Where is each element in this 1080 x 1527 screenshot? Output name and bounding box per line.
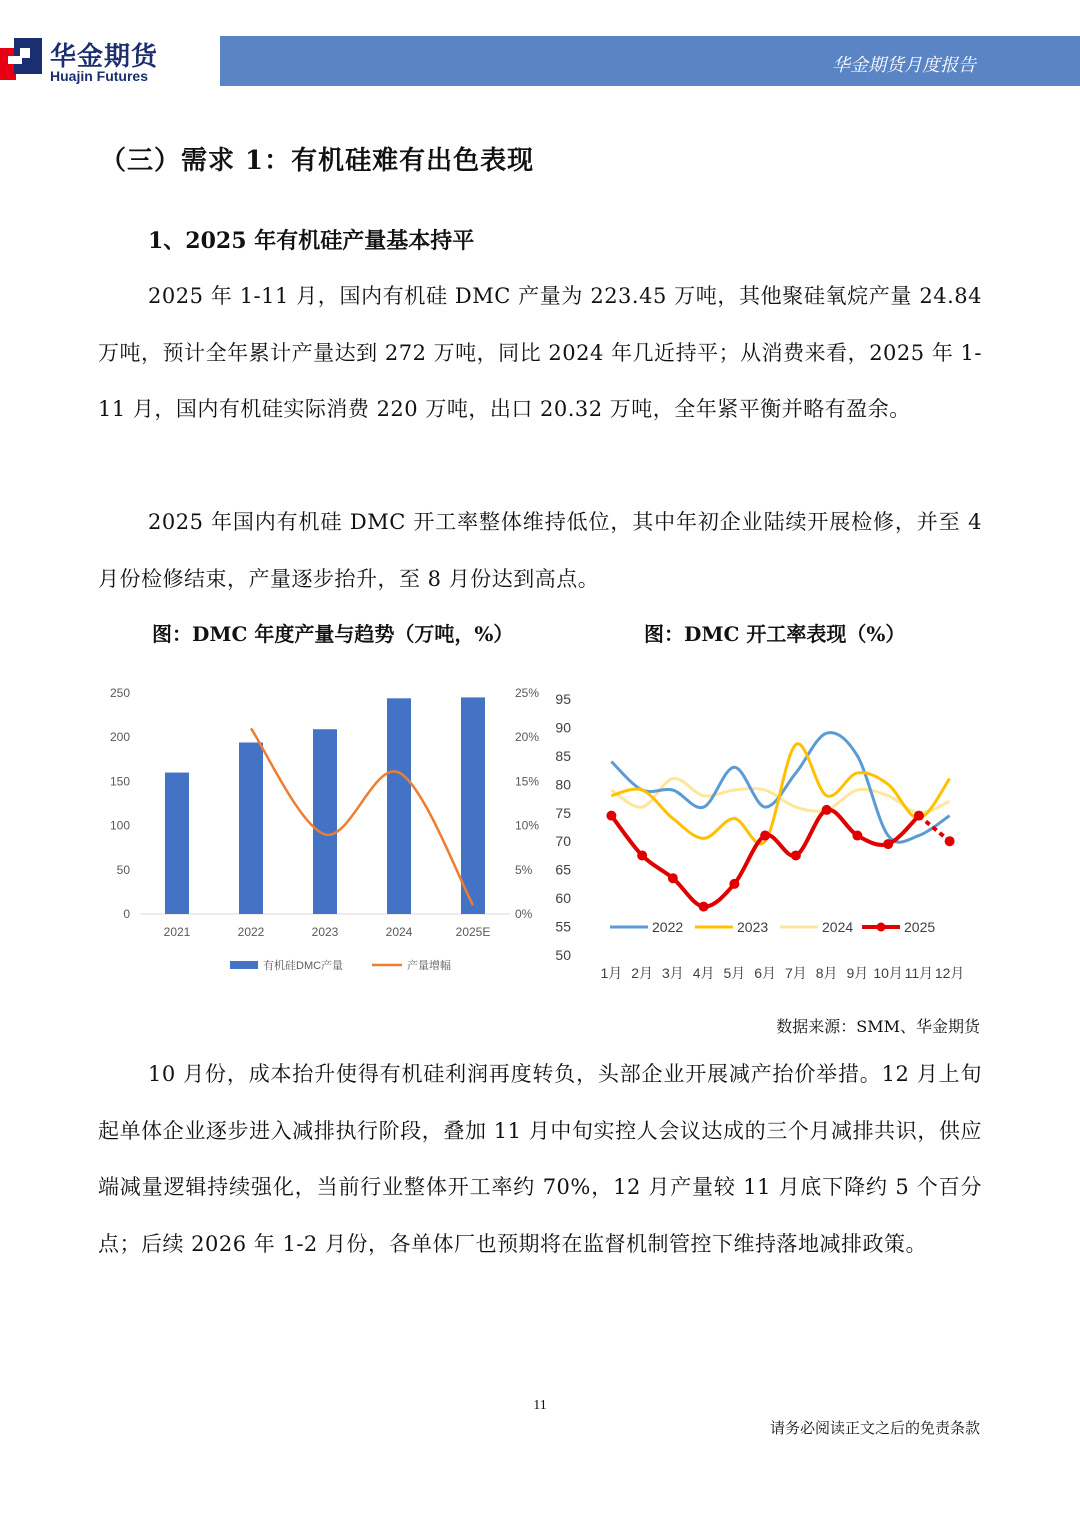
x-tick-label: 2022 [237,925,265,939]
series-point-2025 [945,836,955,846]
series-point-2025 [606,811,616,821]
x-tick-label: 6月 [754,965,777,981]
x-tick-label: 5月 [723,965,746,981]
growth-series-line [251,728,473,905]
x-tick-label: 8月 [815,965,838,981]
legend-marker-2025 [877,923,886,932]
series-point-2025 [914,811,924,821]
disclaimer: 请务必阅读正文之后的免责条款 [769,1419,980,1437]
y-right-tick-label: 5% [515,862,533,877]
series-point-2025 [883,839,893,849]
paragraph-cost-profit-text: 10 月份，成本抬升使得有机硅利润再度转负，头部企业开展减产抬价举措。12 月上旬起单体企业逐步进入减排执行阶段，叠加 11 月中旬实控人会议达成的三个月减排共识，供应端减量逻辑持续强化，当前行业整体开工率约 70%，12 月产量较 11 月底下降约 5 个百分点；后续 2026 年 1-2 月份，各单体厂也预期将在监督机制管控下维持落地减排政策。 [98,1062,982,1256]
series-point-2025 [668,873,678,883]
x-tick-label: 3月 [661,965,684,981]
legend-line-label: 产量增幅 [407,960,451,972]
y-right-tick-label: 20% [515,730,540,745]
y-left-tick-label: 150 [109,774,130,789]
y-tick-label: 50 [555,947,571,963]
legend-label-2023: 2023 [737,919,769,935]
y-tick-label: 75 [555,804,571,821]
series-point-2025 [852,831,862,841]
page-number: 11 [533,1398,547,1413]
y-left-tick-label: 50 [116,862,130,877]
x-tick-label: 2024 [385,925,413,939]
subsection-title: 1、2025 年有机硅产量基本持平 [148,228,475,254]
y-tick-label: 55 [555,918,571,935]
paragraph-operating-rate [98,494,982,607]
series-line-2023 [611,744,949,844]
header-bar [220,36,1080,86]
y-right-tick-label: 10% [515,818,540,833]
figure-title-operating-rate: 图：DMC 开工率表现（%） [644,622,906,646]
logo-english-name: Huajin Futures [50,68,149,84]
legend-label-2025: 2025 [904,919,936,935]
y-tick-label: 80 [555,776,571,793]
legend-label-2022: 2022 [652,919,684,935]
figure-title-production: 图：DMC 年度产量与趋势（万吨，%） [152,622,514,646]
production-bar [239,743,263,914]
legend-bar-label: 有机硅DMC产量 [263,960,344,972]
production-bar [165,773,189,914]
x-tick-label: 12月 [934,965,965,981]
y-left-tick-label: 0 [123,907,130,921]
paragraph-cost-profit [98,1046,982,1272]
y-left-tick-label: 100 [109,818,130,833]
series-line-2025 [611,810,919,907]
y-tick-label: 70 [555,833,571,850]
legend-bar-swatch [230,961,258,969]
y-tick-label: 65 [555,861,571,878]
operating-rate-chart [548,682,968,992]
huajin-logo-icon [0,38,42,80]
report-label: 华金期货月度报告 [832,55,976,76]
series-point-2025 [791,850,801,860]
data-source: 数据来源：SMM、华金期货 [776,1017,980,1036]
section-title: （三）需求 1：有机硅难有出色表现 [100,146,535,176]
y-tick-label: 90 [555,719,571,736]
page-header [0,30,1080,90]
y-right-tick-label: 15% [515,774,540,789]
paragraph-production-text: 2025 年 1-11 月，国内有机硅 DMC 产量为 223.45 万吨，其他聚硅氧烷产量 24.84 万吨，预计全年累计产量达到 272 万吨，同比 2024 年几近持平；从消费来看，2025 年 1-11 月，国内有机硅实际消费 220 万吨，出口 20.32 万吨，全年紧平衡并略有盈余。 [98,284,982,421]
production-bar [387,698,411,914]
series-point-2025 [822,805,832,815]
y-tick-label: 85 [555,747,571,764]
x-tick-label: 9月 [846,965,869,981]
production-bar [461,697,485,914]
y-tick-label: 95 [555,691,571,707]
x-tick-label: 7月 [784,965,807,981]
x-tick-label: 4月 [692,965,715,981]
production-bar [313,729,337,914]
series-point-2025 [760,831,770,841]
x-tick-label: 2月 [631,965,654,981]
y-right-tick-label: 25% [515,686,540,700]
x-tick-label: 1月 [600,965,623,981]
series-point-2025 [637,850,647,860]
x-tick-label: 2025E [455,925,491,939]
paragraph-operating-rate-text: 2025 年国内有机硅 DMC 开工率整体维持低位，其中年初企业陆续开展检修，并至 4 月份检修结束，产量逐步抬升，至 8 月份达到高点。 [98,510,982,591]
production-chart [95,680,565,980]
series-point-2025 [729,879,739,889]
paragraph-production [98,268,982,438]
y-left-tick-label: 200 [109,730,130,745]
x-tick-label: 2023 [311,925,339,939]
x-tick-label: 2021 [163,925,191,939]
x-tick-label: 10月 [873,965,903,981]
logo-chinese-name: 华金期货 [50,42,159,72]
y-left-tick-label: 250 [109,686,130,700]
series-point-2025 [699,902,709,912]
x-tick-label: 11月 [904,965,934,981]
legend-label-2024: 2024 [822,919,854,935]
y-right-tick-label: 0% [515,907,533,921]
y-tick-label: 60 [555,890,571,907]
